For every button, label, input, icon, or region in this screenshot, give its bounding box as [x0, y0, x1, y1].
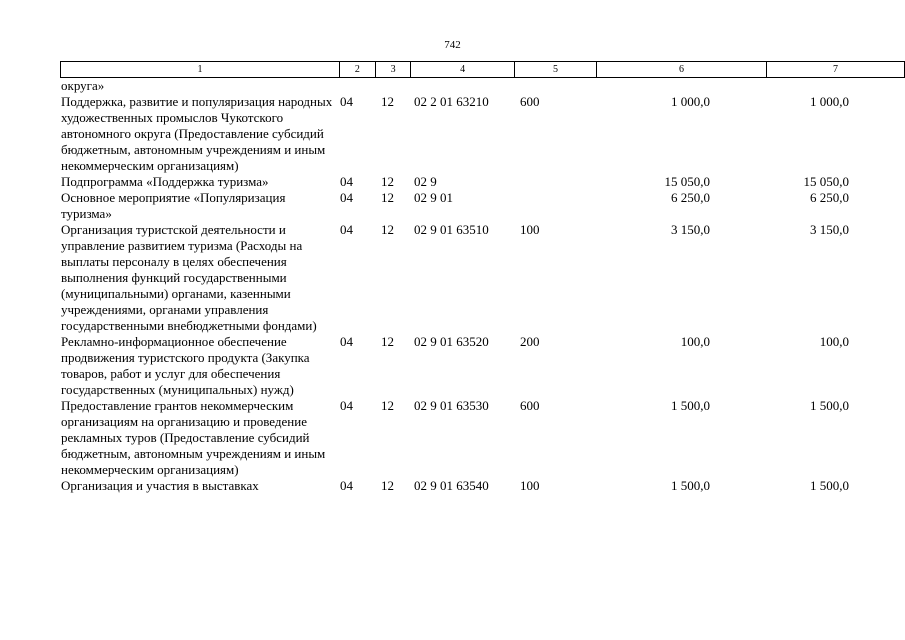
row-section: 04 — [340, 398, 353, 413]
row-amount-7: 1 500,0 — [810, 398, 849, 413]
row-target-article — [414, 78, 517, 94]
row-name: Рекламно-информационное обеспечение продвижения туристского продукта (Закупка товаров, работ и услуг для обеспечения государственных (муниципальных) нужд) — [61, 334, 310, 397]
row-amount-6: 6 250,0 — [671, 190, 710, 205]
table-row — [60, 478, 850, 494]
row-name: Организация туристской деятельности и управление развитием туризма (Расходы на выплаты персоналу в целях обеспечения выполнения функций государственными (муниципальными) органами, казенными учреждениями, органами управления государственными внебюджетными фондами) — [61, 222, 317, 333]
row-name: Подпрограмма «Поддержка туризма» — [61, 174, 269, 189]
table-row — [60, 94, 850, 174]
row-expense-type: 600 — [520, 398, 540, 413]
row-amount-7: 100,0 — [819, 334, 849, 349]
row-expense-type — [517, 174, 563, 190]
column-header-row — [61, 62, 905, 78]
row-amount-7: 3 150,0 — [810, 222, 849, 237]
table-row — [60, 398, 850, 478]
column-header-7: 7 — [766, 62, 904, 78]
row-section: 04 — [340, 334, 353, 349]
row-target-article: 02 9 01 — [414, 190, 453, 205]
column-header-table — [60, 61, 905, 78]
row-amount-6: 100,0 — [680, 334, 710, 349]
row-expense-type: 100 — [520, 222, 540, 237]
row-amount-6: 1 500,0 — [671, 398, 710, 413]
row-name: Основное мероприятие «Популяризация туризма» — [61, 190, 286, 221]
row-name: Предоставление грантов некоммерческим организациям на организацию и проведение рекламных туров (Предоставление субсидий бюджетным, автономным учреждениям и иным некоммерческим организациям) — [61, 398, 326, 477]
row-subsection: 12 — [381, 222, 394, 237]
row-subsection: 12 — [381, 398, 394, 413]
row-target-article: 02 9 01 63540 — [414, 478, 489, 493]
column-header-5: 5 — [514, 62, 596, 78]
row-amount-6: 1 000,0 — [671, 94, 710, 109]
row-amount-7 — [711, 78, 850, 94]
row-subsection: 12 — [381, 334, 394, 349]
table-row — [60, 78, 850, 94]
row-amount-6: 15 050,0 — [664, 174, 710, 189]
row-amount-6: 3 150,0 — [671, 222, 710, 237]
row-target-article: 02 9 01 63530 — [414, 398, 489, 413]
column-header-2: 2 — [339, 62, 375, 78]
row-subsection: 12 — [381, 190, 394, 205]
page-number: 742 — [444, 39, 461, 51]
row-subsection — [378, 78, 414, 94]
row-target-article: 02 9 01 63510 — [414, 222, 489, 237]
row-expense-type: 200 — [520, 334, 540, 349]
row-amount-7: 1 000,0 — [810, 94, 849, 109]
row-expense-type — [517, 190, 563, 222]
table-row — [60, 190, 850, 222]
row-section: 04 — [340, 478, 353, 493]
row-amount-7: 6 250,0 — [810, 190, 849, 205]
row-section: 04 — [340, 94, 353, 109]
budget-table — [60, 78, 850, 494]
row-amount-7: 1 500,0 — [810, 478, 849, 493]
table-row — [60, 222, 850, 334]
row-name: Организация и участия в выставках — [61, 478, 259, 493]
row-subsection: 12 — [381, 174, 394, 189]
column-header-3: 3 — [375, 62, 411, 78]
row-subsection: 12 — [381, 478, 394, 493]
row-subsection: 12 — [381, 94, 394, 109]
row-name: Поддержка, развитие и популяризация народных художественных промыслов Чукотского автономного округа (Предоставление субсидий бюджетным, автономным учреждениям и иным некоммерческим организациям) — [61, 94, 333, 173]
row-expense-type: 600 — [520, 94, 540, 109]
row-name: округа» — [61, 78, 105, 93]
column-header-4: 4 — [411, 62, 514, 78]
column-header-6: 6 — [597, 62, 767, 78]
row-target-article: 02 2 01 63210 — [414, 94, 489, 109]
row-section — [337, 78, 378, 94]
row-amount-6 — [563, 78, 711, 94]
row-amount-7: 15 050,0 — [803, 174, 849, 189]
row-target-article: 02 9 — [414, 174, 437, 189]
row-expense-type: 100 — [520, 478, 540, 493]
table-row — [60, 174, 850, 190]
row-amount-6: 1 500,0 — [671, 478, 710, 493]
row-expense-type — [517, 78, 563, 94]
row-target-article: 02 9 01 63520 — [414, 334, 489, 349]
row-section: 04 — [340, 190, 353, 205]
row-section: 04 — [340, 222, 353, 237]
column-header-1: 1 — [61, 62, 340, 78]
row-section: 04 — [340, 174, 353, 189]
table-row — [60, 334, 850, 398]
